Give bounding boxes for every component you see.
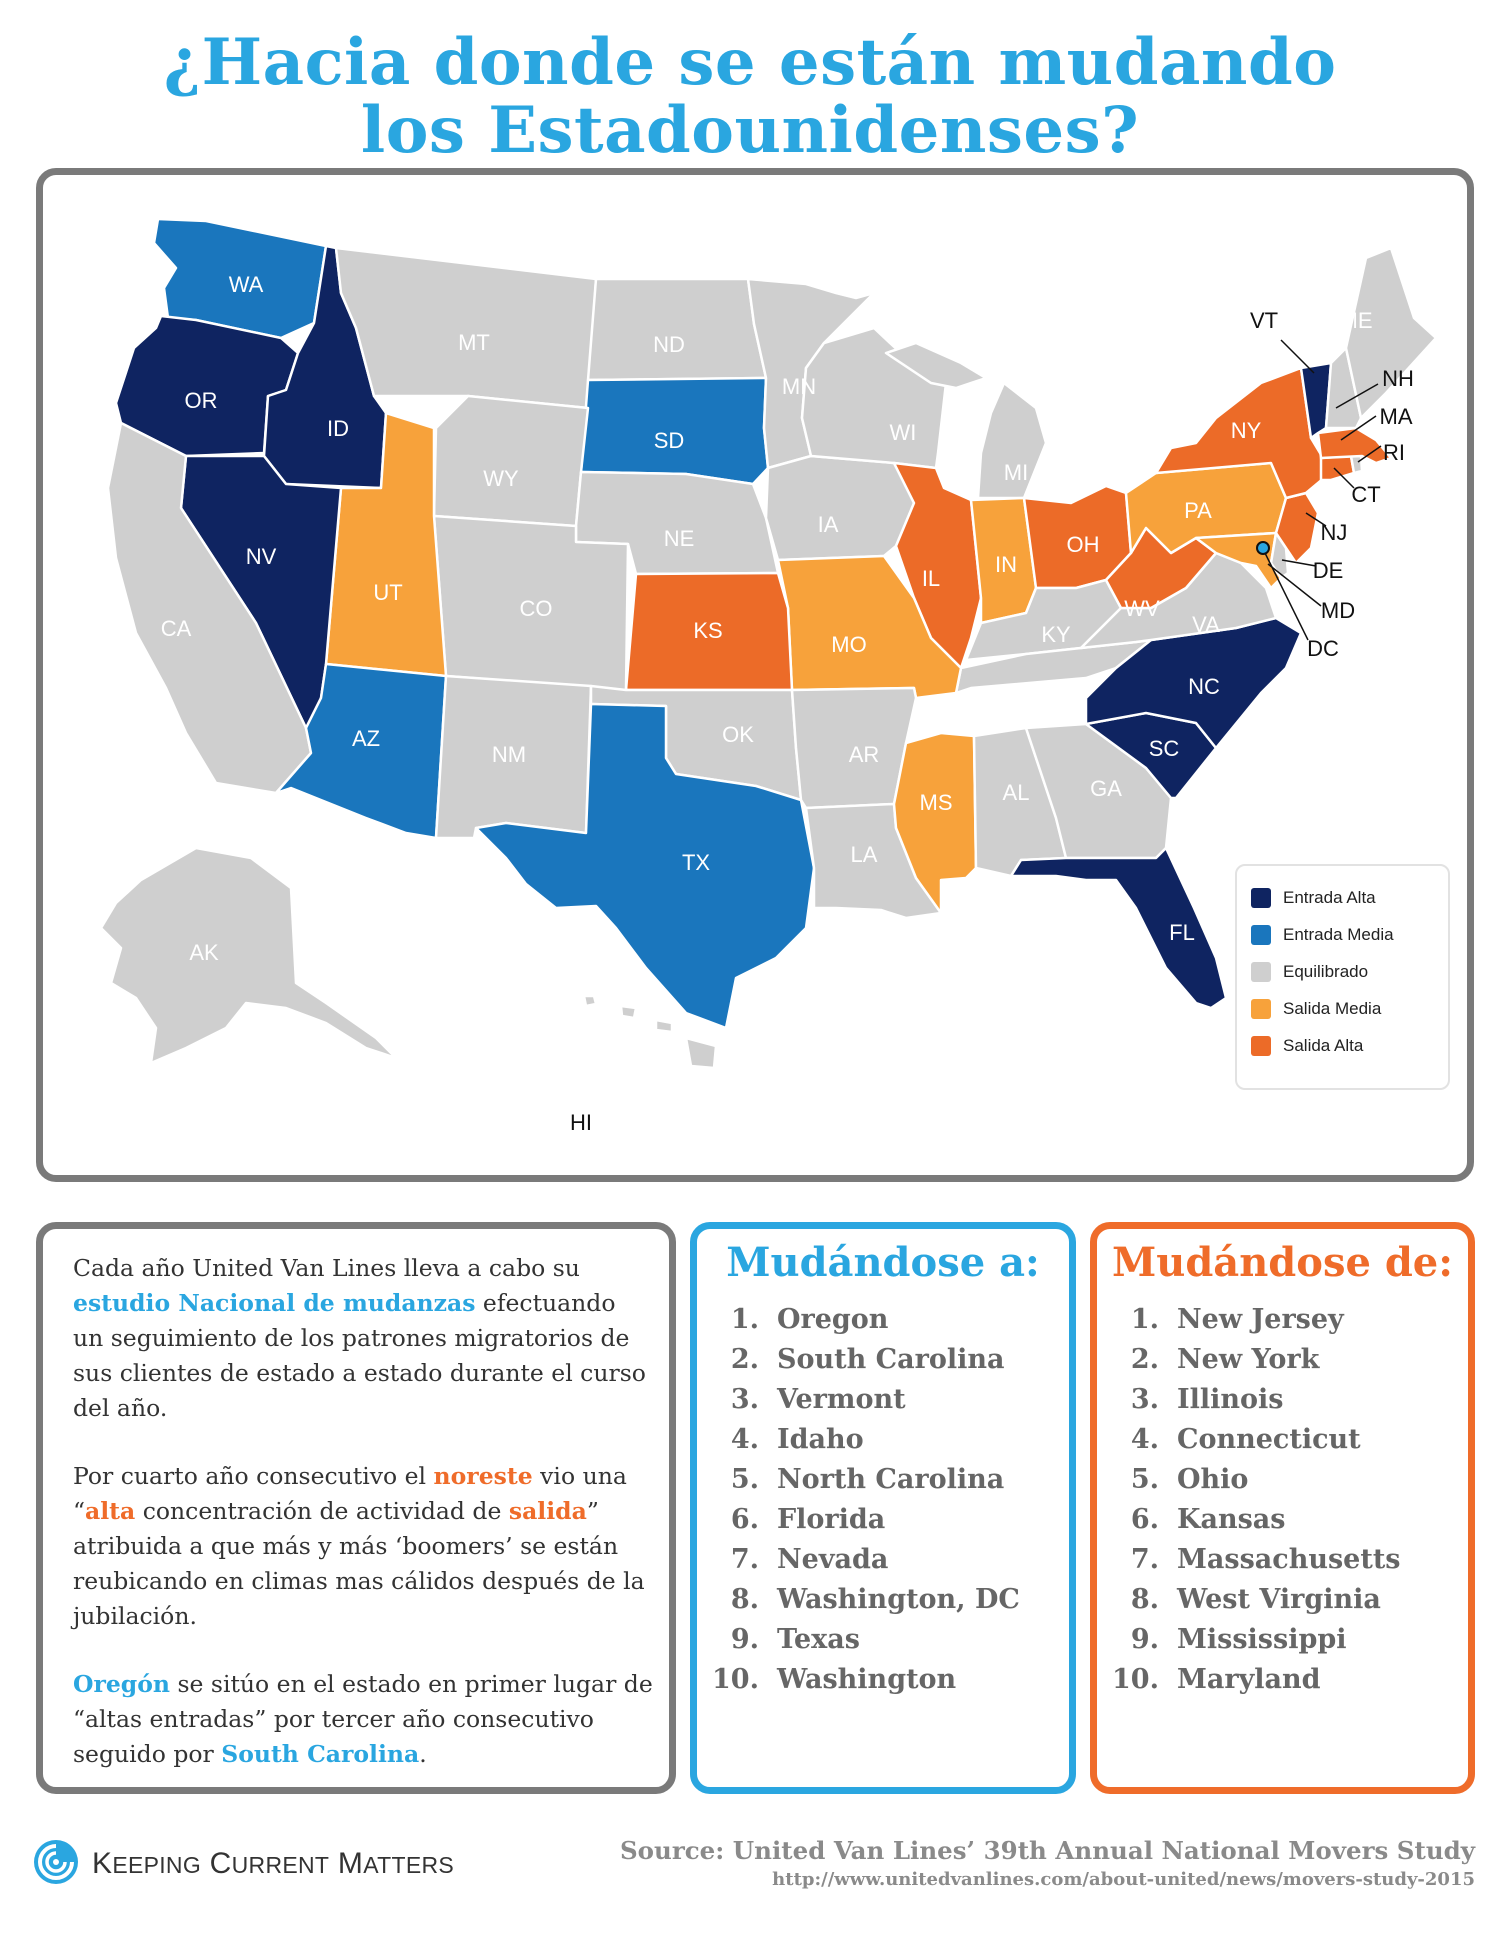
- logo-m: M: [337, 1847, 364, 1880]
- page-title-line1: ¿Hacia donde se están mudando: [163, 25, 1337, 100]
- legend-label: Equilibrado: [1283, 962, 1369, 981]
- p2-text-b: vio una “: [73, 1462, 627, 1525]
- list-item: [1097, 1419, 1468, 1459]
- kcm-logo-text: [92, 1847, 454, 1881]
- state-name: Vermont: [777, 1383, 906, 1415]
- p2-text: Por cuarto año consecutivo el: [73, 1462, 434, 1490]
- label-RI: RI: [1383, 440, 1405, 465]
- legend-swatch: [1251, 925, 1271, 945]
- legend-item-salida-alta: [1251, 1032, 1363, 1060]
- legend-label: Salida Alta: [1283, 1036, 1364, 1055]
- p3-text-end: .: [419, 1740, 427, 1768]
- label-NC: NC: [1188, 674, 1220, 699]
- legend-item-entrada-media: [1251, 921, 1394, 949]
- rank-number: 1.: [1130, 1303, 1159, 1335]
- list-item: [1097, 1299, 1468, 1339]
- paragraph-1: [73, 1251, 653, 1426]
- list-item: [697, 1579, 1069, 1619]
- rank-number: 10.: [712, 1663, 759, 1695]
- list-item: [1097, 1499, 1468, 1539]
- list-item: [697, 1419, 1069, 1459]
- page-title-line2: los Estadounidenses?: [360, 93, 1140, 168]
- label-TX: TX: [681, 850, 711, 875]
- state-WY: [434, 396, 588, 526]
- rank-number: 9.: [730, 1623, 759, 1655]
- state-name: South Carolina: [777, 1343, 1005, 1375]
- list-item: [1097, 1339, 1468, 1379]
- label-NM: NM: [491, 742, 527, 767]
- state-name: West Virginia: [1177, 1583, 1381, 1615]
- rank-number: 7.: [730, 1543, 759, 1575]
- p2-text-c: concentración de actividad de: [135, 1497, 509, 1525]
- rank-number: 6.: [1130, 1503, 1159, 1535]
- label-NH: NH: [1382, 366, 1414, 391]
- state-name: Kansas: [1177, 1503, 1286, 1535]
- label-MO: MO: [831, 632, 867, 657]
- list-item: [697, 1299, 1069, 1339]
- state-name: Maryland: [1177, 1663, 1321, 1695]
- p2-highlight-salida: salida: [508, 1497, 587, 1525]
- label-LA: LA: [850, 842, 878, 867]
- label-DE: DE: [1312, 558, 1344, 583]
- source-citation: [540, 1835, 1475, 1893]
- p2-text-end: ” atribuida a que más y más ‘boomers’ se están reubicando en climas mas cálidos después de la jubilación.: [73, 1497, 645, 1630]
- legend-swatch: [1251, 888, 1271, 908]
- rank-number: 4.: [1130, 1423, 1159, 1455]
- state-name: Ohio: [1177, 1463, 1249, 1495]
- list-item: [697, 1339, 1069, 1379]
- label-VT: VT: [1249, 308, 1279, 333]
- label-OH: OH: [1066, 532, 1100, 557]
- label-WY: WY: [483, 466, 519, 491]
- label-NY: NY: [1230, 418, 1262, 443]
- moving-from-panel: [1090, 1222, 1475, 1794]
- list-item: [1097, 1659, 1468, 1699]
- state-name: North Carolina: [777, 1463, 1005, 1495]
- label-WV: WV: [1124, 596, 1160, 621]
- label-GA: GA: [1090, 776, 1122, 801]
- label-IA: IA: [817, 512, 839, 537]
- state-HI: [584, 996, 596, 1006]
- label-CO: CO: [519, 596, 553, 621]
- label-WI: WI: [889, 420, 917, 445]
- state-CT: [1321, 456, 1354, 480]
- state-RI: [1351, 456, 1362, 473]
- label-IN: IN: [995, 552, 1017, 577]
- list-item: [1097, 1579, 1468, 1619]
- source-line: Source: United Van Lines’ 39th Annual National Movers Study: [619, 1836, 1475, 1865]
- rank-number: 2.: [730, 1343, 759, 1375]
- description-panel: [36, 1222, 676, 1794]
- rank-number: 2.: [1130, 1343, 1159, 1375]
- list-item: [1097, 1379, 1468, 1419]
- state-name: Washington, DC: [777, 1583, 1020, 1615]
- state-name: Connecticut: [1177, 1423, 1361, 1455]
- label-ID: ID: [327, 416, 349, 441]
- label-MD: MD: [1320, 598, 1356, 623]
- state-name: Massachusetts: [1177, 1543, 1401, 1575]
- state-name: New Jersey: [1177, 1303, 1344, 1335]
- p3-highlight-oregon: Oregón: [73, 1670, 170, 1698]
- label-VA: VA: [1192, 612, 1220, 637]
- moving-from-title: Mudándose de:: [1111, 1239, 1454, 1286]
- p1-text: Cada año United Van Lines lleva a cabo su: [73, 1254, 580, 1282]
- state-name: Washington: [777, 1663, 957, 1695]
- label-MN: MN: [781, 374, 817, 399]
- p2-highlight-alta: alta: [85, 1497, 136, 1525]
- rank-number: 10.: [1112, 1663, 1159, 1695]
- p1-text-end: efectuando un seguimiento de los patrones migratorios de sus clientes de estado a estado durante el curso del año.: [73, 1289, 646, 1422]
- state-ND: [588, 279, 766, 380]
- state-name: Mississippi: [1177, 1623, 1347, 1655]
- logo-k: K: [92, 1847, 113, 1880]
- label-TN: TN: [1024, 686, 1054, 711]
- legend-item-entrada-alta: [1251, 884, 1376, 912]
- state-IA: [766, 456, 914, 560]
- moving-to-panel: [690, 1222, 1076, 1794]
- rank-number: 5.: [1130, 1463, 1159, 1495]
- label-HI: HI: [570, 1110, 592, 1135]
- label-MS: MS: [919, 790, 953, 815]
- list-item: [697, 1379, 1069, 1419]
- state-name: Idaho: [777, 1423, 864, 1455]
- label-DC: DC: [1307, 636, 1339, 661]
- label-SD: SD: [653, 428, 685, 453]
- label-MI: MI: [1003, 460, 1029, 485]
- map-legend: [1235, 864, 1450, 1090]
- logo-atters: ATTERS: [363, 1852, 455, 1878]
- rank-number: 7.: [1130, 1543, 1159, 1575]
- legend-label: Salida Media: [1283, 999, 1382, 1018]
- logo-urrent: URRENT: [231, 1852, 330, 1878]
- label-ME: ME: [1339, 308, 1373, 333]
- label-AK: AK: [189, 940, 219, 965]
- legend-item-salida-media: [1251, 995, 1381, 1023]
- label-CT: CT: [1351, 482, 1381, 507]
- legend-swatch: [1251, 999, 1271, 1019]
- rank-number: 8.: [730, 1583, 759, 1615]
- label-MA: MA: [1379, 404, 1413, 429]
- label-WA: WA: [228, 272, 264, 297]
- dc-marker: [1257, 542, 1269, 554]
- label-NE: NE: [663, 526, 695, 551]
- state-name: Florida: [777, 1503, 886, 1535]
- list-item: [697, 1659, 1069, 1699]
- label-KY: KY: [1041, 622, 1071, 647]
- rank-number: 3.: [730, 1383, 759, 1415]
- paragraph-3: [73, 1667, 653, 1772]
- label-SC: SC: [1148, 736, 1180, 761]
- state-MT: [336, 248, 596, 408]
- state-name: Oregon: [777, 1303, 889, 1335]
- legend-item-equilibrado: [1251, 958, 1368, 986]
- paragraph-2: [73, 1459, 653, 1634]
- rank-number: 1.: [730, 1303, 759, 1335]
- state-HI-3: [656, 1020, 672, 1032]
- state-HI-2: [621, 1006, 636, 1018]
- state-AK: [101, 848, 396, 1063]
- rank-number: 3.: [1130, 1383, 1159, 1415]
- label-PA: PA: [1184, 498, 1212, 523]
- label-AR: AR: [848, 742, 880, 767]
- label-NJ: NJ: [1320, 520, 1348, 545]
- logo-c: C: [209, 1847, 232, 1880]
- label-FL: FL: [1169, 920, 1195, 945]
- logo-eeping: EEPING: [112, 1852, 202, 1878]
- legend-swatch: [1251, 1036, 1271, 1056]
- list-item: [1097, 1619, 1468, 1659]
- state-ME: [1346, 248, 1436, 418]
- p3-highlight-sc: South Carolina: [221, 1740, 420, 1768]
- list-item: [1097, 1539, 1468, 1579]
- list-item: [1097, 1459, 1468, 1499]
- label-IL: IL: [921, 566, 941, 591]
- label-CA: CA: [160, 616, 192, 641]
- p1-highlight: estudio Nacional de mudanzas: [73, 1289, 476, 1317]
- legend-label: Entrada Alta: [1283, 888, 1376, 907]
- rank-number: 6.: [730, 1503, 759, 1535]
- list-item: [697, 1499, 1069, 1539]
- list-item: [697, 1539, 1069, 1579]
- rank-number: 9.: [1130, 1623, 1159, 1655]
- legend-label: Entrada Media: [1283, 925, 1394, 944]
- legend-swatch: [1251, 962, 1271, 982]
- label-NV: NV: [245, 544, 277, 569]
- p3-text: se sitúo en el estado en primer lugar de “altas entradas” por tercer año consecutivo seguido por: [73, 1670, 653, 1768]
- list-item: [697, 1619, 1069, 1659]
- label-AL: AL: [1002, 780, 1030, 805]
- state-HI-4: [686, 1038, 716, 1068]
- source-url[interactable]: http://www.unitedvanlines.com/about-united/news/movers-study-2015: [772, 1869, 1475, 1890]
- label-ND: ND: [653, 332, 685, 357]
- label-AZ: AZ: [351, 726, 381, 751]
- rank-number: 5.: [730, 1463, 759, 1495]
- state-name: New York: [1177, 1343, 1320, 1375]
- state-name: Nevada: [777, 1543, 889, 1575]
- rank-number: 4.: [730, 1423, 759, 1455]
- state-name: Illinois: [1177, 1383, 1284, 1415]
- label-OR: OR: [184, 388, 218, 413]
- list-item: [697, 1459, 1069, 1499]
- label-KS: KS: [693, 618, 723, 643]
- rank-number: 8.: [1130, 1583, 1159, 1615]
- state-name: Texas: [777, 1623, 860, 1655]
- label-UT: UT: [373, 580, 403, 605]
- kcm-logo-icon: [32, 1838, 80, 1886]
- p2-highlight-noreste: noreste: [433, 1462, 533, 1490]
- moving-to-title: Mudándose a:: [726, 1239, 1040, 1286]
- label-OK: OK: [722, 722, 754, 747]
- label-MT: MT: [458, 330, 490, 355]
